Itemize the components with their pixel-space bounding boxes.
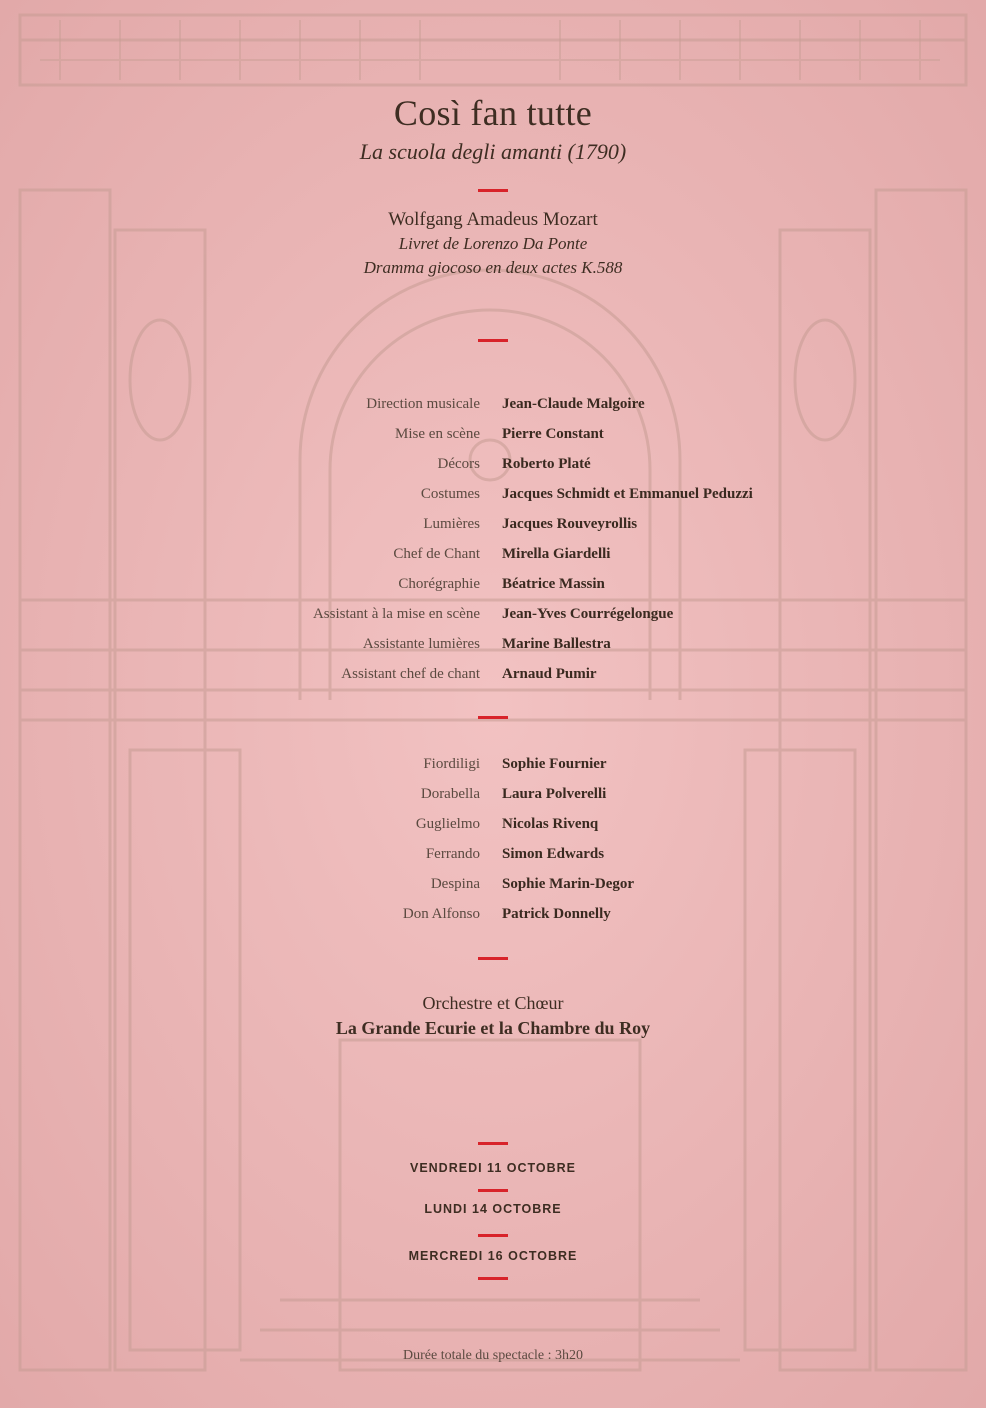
credit-role: Assistante lumières <box>362 636 480 652</box>
credit-role: Direction musicale <box>366 396 480 412</box>
credit-role: Mise en scène <box>395 426 480 442</box>
credit-role: Décors <box>437 456 480 472</box>
credit-name: Béatrice Massin <box>502 576 605 592</box>
credit-name: Mirella Giardelli <box>502 546 611 562</box>
cast-role: Don Alfonso <box>402 906 480 922</box>
composer-name: Wolfgang Amadeus Mozart <box>388 209 598 230</box>
cast-role: Despina <box>430 876 480 892</box>
cast-singer: Simon Edwards <box>502 846 605 862</box>
cast-singer: Sophie Fournier <box>502 756 607 772</box>
cast-singer: Sophie Marin-Degor <box>502 876 635 892</box>
librettist-line: Livret de Lorenzo Da Ponte <box>398 234 588 253</box>
cast-singer: Patrick Donnelly <box>502 906 611 922</box>
separator-dash <box>478 1234 508 1237</box>
credit-name: Jean-Claude Malgoire <box>502 396 645 412</box>
separator-dash <box>478 1189 508 1192</box>
performance-date: LUNDI 14 OCTOBRE <box>424 1202 562 1216</box>
opera-subtitle: La scuola degli amanti (1790) <box>359 139 627 164</box>
separator-dash <box>478 339 508 342</box>
separator-dash <box>478 189 508 192</box>
separator-dash <box>478 957 508 960</box>
credit-role: Chorégraphie <box>398 576 480 592</box>
credit-name: Jacques Rouveyrollis <box>502 516 638 532</box>
orchestra-name: La Grande Ecurie et la Chambre du Roy <box>335 1018 651 1038</box>
orchestra-label: Orchestre et Chœur <box>422 993 564 1013</box>
credit-name: Arnaud Pumir <box>502 666 597 682</box>
genre-line: Dramma giocoso en deux actes K.588 <box>363 258 623 277</box>
cast-role: Ferrando <box>425 846 480 862</box>
cast-role: Dorabella <box>420 786 480 802</box>
credit-role: Assistant chef de chant <box>341 666 480 682</box>
credit-name: Pierre Constant <box>502 426 604 442</box>
duration-note: Durée totale du spectacle : 3h20 <box>403 1348 583 1363</box>
credit-name: Roberto Platé <box>502 456 591 472</box>
cast-singer: Nicolas Rivenq <box>502 816 599 832</box>
credit-name: Jacques Schmidt et Emmanuel Peduzzi <box>502 486 753 502</box>
separator-dash <box>478 716 508 719</box>
credit-role: Lumières <box>423 516 480 532</box>
performance-date: VENDREDI 11 OCTOBRE <box>409 1161 577 1175</box>
separator-dash <box>478 1142 508 1145</box>
separator-dash <box>478 1277 508 1280</box>
credit-name: Jean-Yves Courrégelongue <box>502 606 674 622</box>
cast-role: Guglielmo <box>415 816 480 832</box>
cast-role: Fiordiligi <box>423 756 480 772</box>
cast-singer: Laura Polverelli <box>502 786 607 802</box>
credit-role: Costumes <box>420 486 480 502</box>
credit-name: Marine Ballestra <box>502 636 611 652</box>
performance-date: MERCREDI 16 OCTOBRE <box>408 1249 578 1263</box>
credit-role: Assistant à la mise en scène <box>312 606 480 622</box>
credit-role: Chef de Chant <box>393 546 480 562</box>
opera-title: Così fan tutte <box>393 93 593 133</box>
